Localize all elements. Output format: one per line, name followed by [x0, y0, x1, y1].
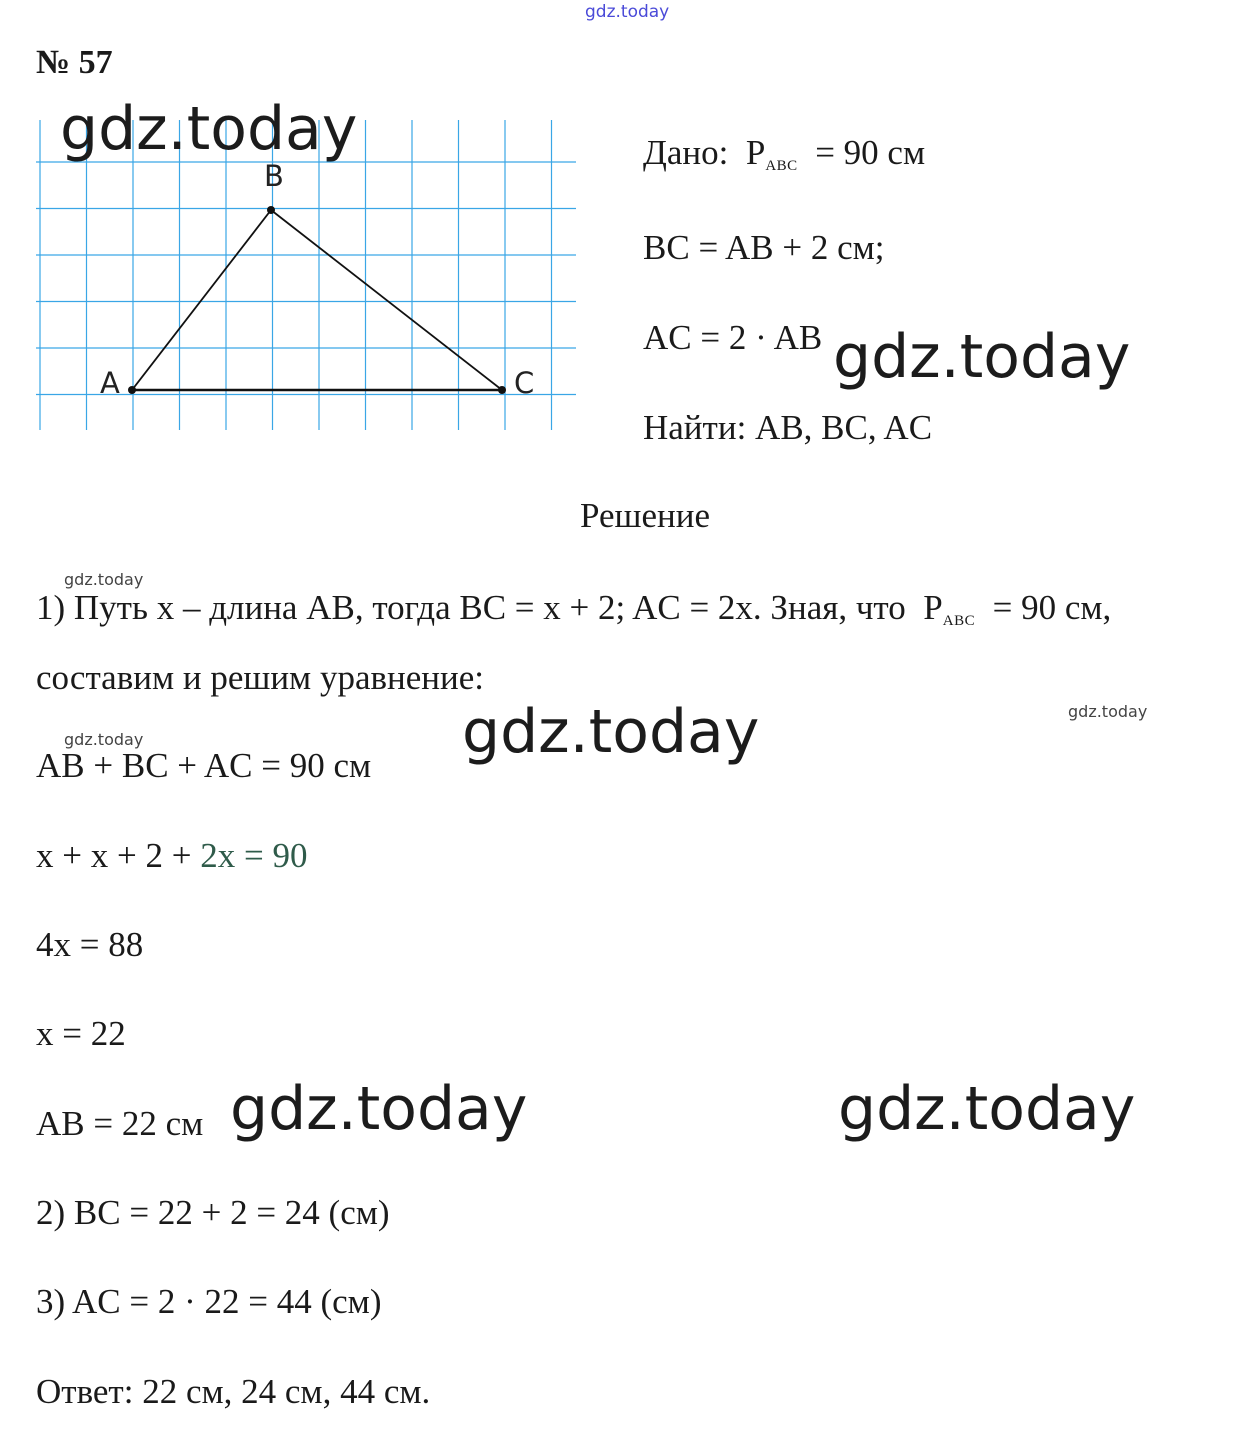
vertex-c — [498, 386, 506, 394]
solution-line-1: 1) Путь x – длина AB, тогда BC = x + 2; AC = 2x. Зная, что $P_{ABC} = 90$ см, — [36, 588, 1112, 629]
equation-2: x + x + 2 + 2x = 90 — [36, 836, 308, 875]
step-2: 2) BC = 22 + 2 = 24 (см) — [36, 1193, 390, 1232]
watermark-diagram: gdz.today — [60, 94, 358, 164]
answer: Ответ: 22 см, 24 см, 44 см. — [36, 1372, 431, 1411]
side-ab — [132, 210, 271, 390]
problem-number: № 57 — [36, 44, 113, 81]
step-3: 3) AC = 2 · 22 = 44 (см) — [36, 1282, 382, 1321]
watermark-middle: gdz.today — [462, 697, 760, 767]
equation-4: x = 22 — [36, 1014, 126, 1053]
label-b: B — [264, 159, 284, 193]
label-c: C — [514, 366, 535, 400]
given-bc: BC = AB + 2 см; — [643, 228, 885, 267]
solution-line-2: составим и решим уравнение: — [36, 658, 484, 697]
watermark-given: gdz.today — [833, 322, 1131, 392]
watermark-small-3: gdz.today — [64, 730, 144, 749]
equation-5: AB = 22 см — [36, 1104, 204, 1143]
triangle-diagram — [36, 120, 581, 435]
vertex-b — [267, 206, 275, 214]
given-perimeter: Дано: $P_{ABC} = 90$ см — [643, 133, 926, 174]
watermark-bottom-left: gdz.today — [230, 1074, 528, 1144]
watermark-small-1: gdz.today — [64, 570, 144, 589]
given-ac: AC = 2 · AB — [643, 318, 823, 357]
side-bc — [271, 210, 502, 390]
vertex-a — [128, 386, 136, 394]
watermark-small-2: gdz.today — [1068, 702, 1148, 721]
watermark-top: gdz.today — [585, 2, 670, 22]
equation-3: 4x = 88 — [36, 925, 144, 964]
equation-1: AB + BC + AC = 90 см — [36, 746, 372, 785]
solution-heading: Решение — [580, 496, 711, 535]
label-a: A — [100, 366, 120, 400]
watermark-bottom-right: gdz.today — [838, 1074, 1136, 1144]
given-find: Найти: AB, BC, AC — [643, 408, 933, 447]
